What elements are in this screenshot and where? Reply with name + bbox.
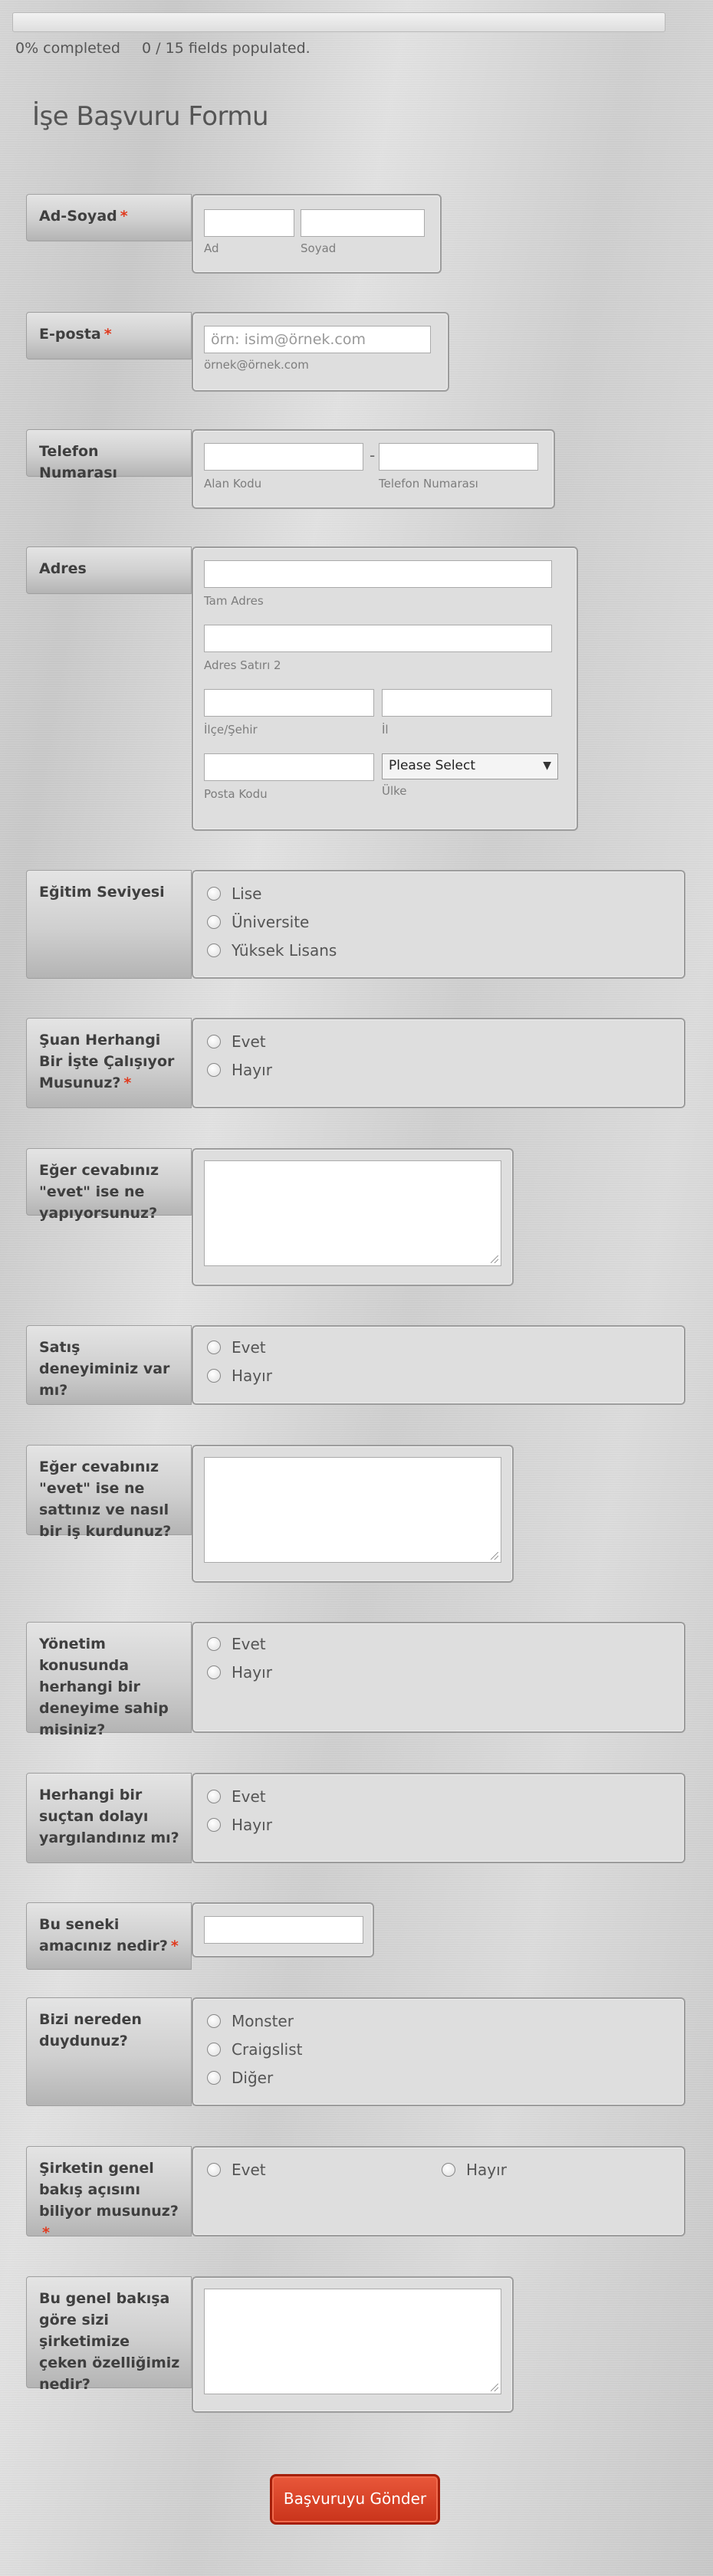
radio-icon[interactable] xyxy=(207,1818,221,1832)
radio-icon[interactable] xyxy=(207,2043,221,2056)
radio-option[interactable]: Evet xyxy=(207,2158,266,2181)
radio-icon[interactable] xyxy=(207,2014,221,2028)
field-box xyxy=(192,1018,685,1108)
first-name-input[interactable] xyxy=(204,209,294,237)
radio-option[interactable]: Hayır xyxy=(207,1813,272,1836)
required-mark: * xyxy=(123,1075,132,1091)
radio-icon[interactable] xyxy=(442,2163,455,2177)
required-mark: * xyxy=(120,208,128,225)
phone-number-sublabel: Telefon Numarası xyxy=(379,477,478,491)
radio-option[interactable]: Craigslist xyxy=(207,2038,303,2061)
field-label: Eğer cevabınız "evet" ise ne yapıyorsunuz? xyxy=(26,1148,192,1216)
field-label: Şuan Herhangi Bir İşte Çalışıyor Musunuz? * xyxy=(26,1018,192,1108)
radio-option[interactable]: Lise xyxy=(207,882,261,905)
radio-option[interactable]: Hayır xyxy=(442,2158,507,2181)
field-label: Herhangi bir suçtan dolayı yargılandınız mı? xyxy=(26,1773,192,1863)
field-label: Ad-Soyad * xyxy=(26,194,192,241)
what-doing-textarea[interactable] xyxy=(204,1160,501,1266)
radio-icon[interactable] xyxy=(207,2071,221,2085)
city-input[interactable] xyxy=(204,689,374,717)
progress-bar xyxy=(12,12,665,32)
radio-option[interactable]: Hayır xyxy=(207,1661,272,1684)
radio-icon[interactable] xyxy=(207,943,221,957)
field-box xyxy=(192,194,442,274)
radio-icon[interactable] xyxy=(207,1369,221,1383)
radio-option[interactable]: Hayır xyxy=(207,1058,272,1081)
country-sublabel: Ülke xyxy=(382,784,407,798)
radio-option[interactable]: Yüksek Lisans xyxy=(207,939,337,962)
field-box xyxy=(192,1325,685,1405)
zip-input[interactable] xyxy=(204,753,374,781)
phone-number-input[interactable] xyxy=(379,443,538,471)
last-name-sublabel: Soyad xyxy=(301,241,337,255)
required-mark: * xyxy=(170,1938,179,1954)
required-mark: * xyxy=(42,2224,50,2241)
progress-text xyxy=(15,40,327,57)
field-label: Yönetim konusunda herhangi bir deneyime sahip misiniz? xyxy=(26,1622,192,1733)
zip-sublabel: Posta Kodu xyxy=(204,787,268,801)
state-sublabel: İl xyxy=(382,723,389,737)
field-box xyxy=(192,1997,685,2106)
radio-icon[interactable] xyxy=(207,1790,221,1803)
radio-icon[interactable] xyxy=(207,1665,221,1679)
field-box xyxy=(192,1902,374,1957)
field-box xyxy=(192,546,578,831)
radio-icon[interactable] xyxy=(207,1035,221,1048)
email-sublabel: örnek@örnek.com xyxy=(204,358,309,372)
last-name-input[interactable] xyxy=(301,209,425,237)
field-label: Şirketin genel bakış açısını biliyor musunuz?* xyxy=(26,2146,192,2236)
city-sublabel: İlçe/Şehir xyxy=(204,723,258,737)
field-box xyxy=(192,2146,685,2236)
field-label: Bizi nereden duydunuz? xyxy=(26,1997,192,2106)
form-title: İşe Başvuru Formu xyxy=(32,101,269,132)
field-label: Eğer cevabınız "evet" ise ne sattınız ve nasıl bir iş kurdunuz? xyxy=(26,1445,192,1535)
radio-icon[interactable] xyxy=(207,887,221,901)
radio-option[interactable]: Evet xyxy=(207,1030,266,1053)
country-select[interactable]: Please Select ▼ xyxy=(382,753,558,779)
phone-dash: - xyxy=(370,446,376,464)
field-box xyxy=(192,870,685,979)
street-address-sublabel: Tam Adres xyxy=(204,594,264,608)
address-line2-sublabel: Adres Satırı 2 xyxy=(204,658,281,672)
state-input[interactable] xyxy=(382,689,552,717)
field-label: Bu seneki amacınız nedir? * xyxy=(26,1902,192,1970)
radio-icon[interactable] xyxy=(207,915,221,929)
field-box xyxy=(192,2276,514,2413)
street-address-input[interactable] xyxy=(204,560,552,588)
radio-icon[interactable] xyxy=(207,2163,221,2177)
field-label: Telefon Numarası xyxy=(26,429,192,477)
radio-icon[interactable] xyxy=(207,1341,221,1354)
radio-option[interactable]: Üniversite xyxy=(207,911,309,934)
radio-option[interactable]: Monster xyxy=(207,2010,294,2033)
field-label: E-posta * xyxy=(26,312,192,359)
email-input[interactable]: örn: isim@örnek.com xyxy=(204,326,431,353)
chevron-down-icon: ▼ xyxy=(543,760,551,772)
area-code-input[interactable] xyxy=(204,443,363,471)
radio-icon[interactable] xyxy=(207,1063,221,1077)
field-box xyxy=(192,429,555,509)
field-label: Adres xyxy=(26,546,192,594)
field-label: Satış deneyiminiz var mı? xyxy=(26,1325,192,1405)
field-box xyxy=(192,1773,685,1863)
progress-fields: 0 / 15 fields populated. xyxy=(142,40,310,57)
required-mark: * xyxy=(104,326,112,343)
field-box xyxy=(192,1445,514,1583)
first-name-sublabel: Ad xyxy=(204,241,219,255)
submit-button[interactable]: Başvuruyu Gönder xyxy=(270,2474,440,2525)
radio-option[interactable]: Diğer xyxy=(207,2066,273,2089)
field-box xyxy=(192,1148,514,1286)
radio-option[interactable]: Evet xyxy=(207,1785,266,1808)
field-box xyxy=(192,1622,685,1733)
sales-detail-textarea[interactable] xyxy=(204,1457,501,1563)
radio-option[interactable]: Evet xyxy=(207,1633,266,1656)
goal-input[interactable] xyxy=(204,1916,363,1944)
radio-option[interactable]: Hayır xyxy=(207,1364,272,1387)
radio-option[interactable]: Evet xyxy=(207,1336,266,1359)
progress-percent: 0% completed xyxy=(15,40,120,57)
features-textarea[interactable] xyxy=(204,2289,501,2394)
field-label: Bu genel bakışa göre sizi şirketimize çeken özelliğimiz nedir? xyxy=(26,2276,192,2388)
area-code-sublabel: Alan Kodu xyxy=(204,477,262,491)
address-line2-input[interactable] xyxy=(204,625,552,652)
field-box xyxy=(192,312,449,392)
field-label: Eğitim Seviyesi xyxy=(26,870,192,979)
radio-icon[interactable] xyxy=(207,1637,221,1651)
